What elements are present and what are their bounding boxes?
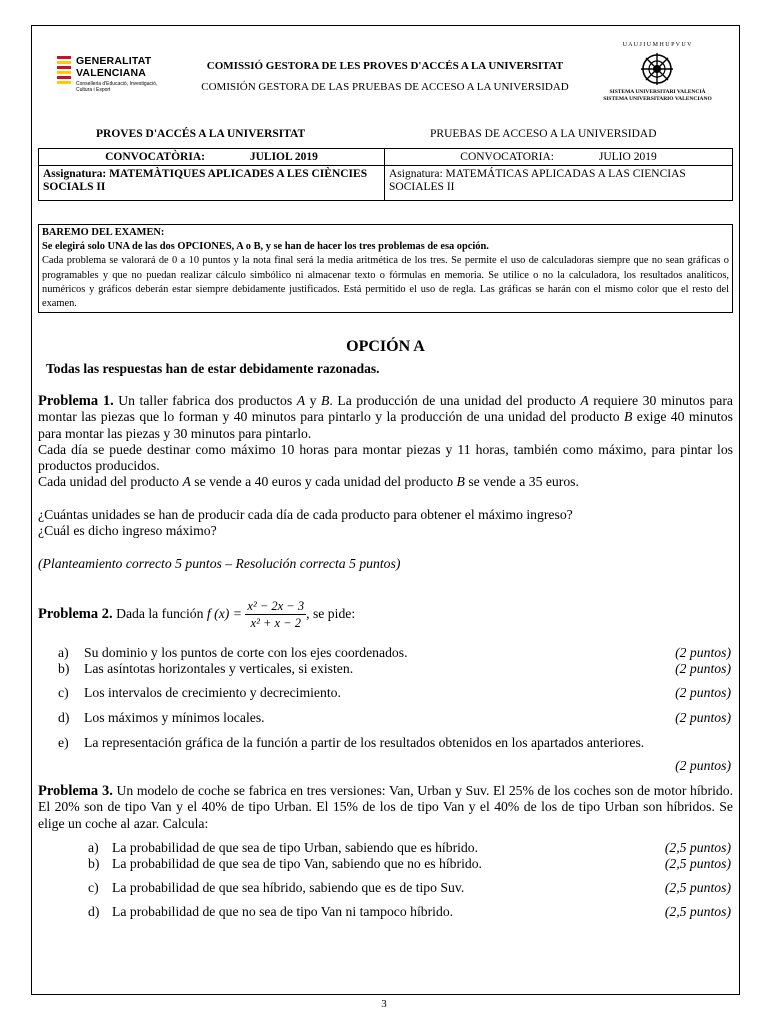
item-letter: c): [58, 685, 69, 700]
system-valencian: SISTEMA UNIVERSITARI VALENCIÀ: [609, 89, 706, 95]
p1-text: se vende a 35 euros.: [464, 474, 579, 490]
p1-text: Cada unidad del producto: [38, 474, 183, 490]
subject-es: Asignatura: MATEMÁTICAS APLICADAS A LAS CIENCIAS SOCIALES II: [385, 166, 733, 201]
problem-1-constraints: Cada día se puede destinar como máximo 10 horas para montar piezas y 11 horas, también como máximo, para pintar los productos producidos.: [38, 441, 733, 474]
item-points: (2,5 puntos): [664, 904, 731, 919]
item-letter: c): [88, 880, 99, 895]
grading-title: BAREMO DEL EXAMEN:: [42, 227, 165, 238]
product-a: A: [182, 474, 191, 490]
item-letter: a): [88, 840, 99, 855]
gva-line2: VALENCIANA: [76, 67, 147, 79]
convocatoria-es-cell: [385, 149, 733, 166]
item-points: (2 puntos): [675, 710, 731, 725]
subject-va: Assignatura: MATEMÀTIQUES APLICADES A LES CIÈNCIES SOCIALS II: [39, 166, 385, 201]
problem-1: [38, 393, 733, 573]
item-text: La probabilidad de que sea híbrido, sabiendo que es de tipo Suv.: [112, 880, 465, 895]
problem-1-prices: [38, 474, 733, 490]
commission-valencian: COMISSIÓ GESTORA DE LES PROVES D'ACCÉS A LA UNIVERSITAT: [206, 60, 564, 72]
product-a: A: [296, 393, 306, 408]
item-text: Las asíntotas horizontales y verticales, si existen.: [84, 661, 354, 676]
item-text: Los intervalos de crecimiento y decrecimiento.: [84, 685, 341, 700]
fraction-numerator: x² − 2x − 3: [245, 598, 306, 615]
gva-line3: Conselleria d'Educació, Investigació, Cultura i Esport: [76, 81, 158, 93]
p1-text: . La producción de una unidad del producto: [329, 393, 581, 408]
title-spanish: PRUEBAS DE ACCESO A LA UNIVERSIDAD: [430, 128, 657, 140]
item-points: (2 puntos): [675, 685, 731, 700]
item-letter: d): [58, 710, 70, 725]
p1-text: exige 40 minutos para montar las piezas y 30 minutos para pintarlo.: [38, 409, 733, 441]
item-text: La probabilidad de que sea de tipo Urban, sabiendo que es híbrido.: [112, 840, 479, 855]
p1-text: y: [305, 393, 322, 408]
problem-2-statement: [38, 598, 733, 632]
item-text: La probabilidad de que sea de tipo Van, sabiendo que no es híbrido.: [112, 856, 482, 871]
item-points: (2,5 puntos): [664, 856, 731, 871]
problem-3-label: Problema 3.: [38, 783, 113, 799]
convocatoria-es-value: JULIO 2019: [598, 151, 657, 163]
grading-body: Cada problema se valorará de 0 a 10 puntos y la nota final será la media aritmética de los tres. Se permite el uso de calculadoras siempre que no sean gráficas o programables y que no puedan realizar cálculo simbólico ni almacenar texto o fórmulas en memoria. Se utilice o no la calculadora, los resultados analíticos, numéricos y gráficos deberán estar siempre debidamente justificados. Está permitido el uso de regla. Las gráficas se harán con el mismo color que el resto del examen.: [42, 255, 729, 310]
convocatoria-va-cell: [39, 149, 385, 166]
generalitat-mark-icon: [57, 56, 71, 86]
gva-line1: GENERALITAT: [76, 55, 152, 67]
item-letter: e): [58, 735, 69, 750]
p1-text: se vende a 40 euros y cada unidad del producto: [190, 474, 457, 490]
problem-2-item: [38, 735, 731, 775]
item-letter: b): [88, 856, 100, 871]
item-points: (2 puntos): [675, 661, 731, 676]
item-points: (2 puntos): [675, 758, 731, 773]
product-b: B: [456, 474, 465, 490]
header: [32, 26, 739, 126]
option-subtitle: Todas las respuestas han de estar debidamente razonadas.: [46, 361, 380, 376]
p2-text: , se pide:: [306, 605, 356, 621]
option-title: OPCIÓN A: [346, 338, 425, 355]
item-text: La representación gráfica de la función a partir de los resultados obtenidos en los apartados anteriores.: [84, 735, 645, 750]
seal-text: U A U J I U M H U P V U V: [622, 42, 692, 48]
p1-text: Un taller fabrica dos productos: [113, 393, 297, 408]
p3-text: Un modelo de coche se fabrica en tres versiones: Van, Urban y Suv. El 25% de los coches son de motor híbrido. El 20% son de tipo Van y el 40% de tipo Urban. El 15% de los de tipo Van y el 40% de los de tipo Urban son híbridos. Se elige un coche al azar. Calcula:: [38, 783, 733, 831]
convocatoria-es-label: CONVOCATORIA:: [460, 151, 554, 163]
grading-instruction: Se elegirá solo UNA de las dos OPCIONES, A o B, y se han de hacer los tres problemas de esa opción.: [42, 241, 489, 253]
function-name: f (x) =: [206, 605, 242, 621]
page-number: 3: [381, 998, 387, 1010]
item-text: La probabilidad de que no sea de tipo Van ni tampoco híbrido.: [112, 904, 454, 919]
commission-spanish: COMISIÓN GESTORA DE LAS PRUEBAS DE ACCESO A LA UNIVERSIDAD: [201, 81, 569, 93]
function-fraction: [245, 598, 306, 632]
page-frame: [31, 25, 740, 995]
fraction-denominator: x² + x − 2: [250, 616, 301, 631]
item-points: (2,5 puntos): [664, 840, 731, 855]
item-text: Su dominio y los puntos de corte con los ejes coordenados.: [84, 645, 408, 660]
convocatoria-va-label: CONVOCATÒRIA:: [105, 151, 205, 163]
problem-1-question-1: ¿Cuántas unidades se han de producir cada día de cada producto para obtener el máximo ingreso?: [38, 506, 573, 522]
problem-1-scoring: (Planteamiento correcto 5 puntos – Resolución correcta 5 puntos): [38, 556, 401, 572]
exam-info-table: [38, 148, 733, 201]
item-points: (2,5 puntos): [664, 880, 731, 895]
item-letter: a): [58, 645, 69, 660]
problem-1-label: Problema 1.: [38, 393, 114, 409]
item-letter: b): [58, 661, 70, 676]
item-text: Los máximos y mínimos locales.: [84, 710, 265, 725]
product-b: B: [623, 409, 633, 425]
p2-text: Dada la función: [112, 605, 207, 621]
convocatoria-va-value: JULIOL 2019: [249, 151, 318, 163]
system-spanish: SISTEMA UNIVERSITARIO VALENCIANO: [603, 96, 712, 102]
title-valencian: PROVES D'ACCÉS A LA UNIVERSITAT: [96, 128, 306, 140]
problem-3-statement: [38, 783, 733, 832]
grading-box: [38, 224, 733, 313]
item-letter: d): [88, 904, 100, 919]
problem-1-question-2: ¿Cuál es dicho ingreso máximo?: [38, 523, 217, 539]
problem-2-label: Problema 2.: [38, 605, 113, 622]
problem-1-statement: [38, 393, 733, 442]
p1-text: requiere 30 minutos para montar las piezas que lo forman y 40 minutos para pintarlo y la producción de una unidad del producto: [38, 393, 734, 425]
product-a: A: [580, 393, 589, 408]
item-points: (2 puntos): [675, 645, 731, 660]
product-b: B: [321, 393, 330, 408]
